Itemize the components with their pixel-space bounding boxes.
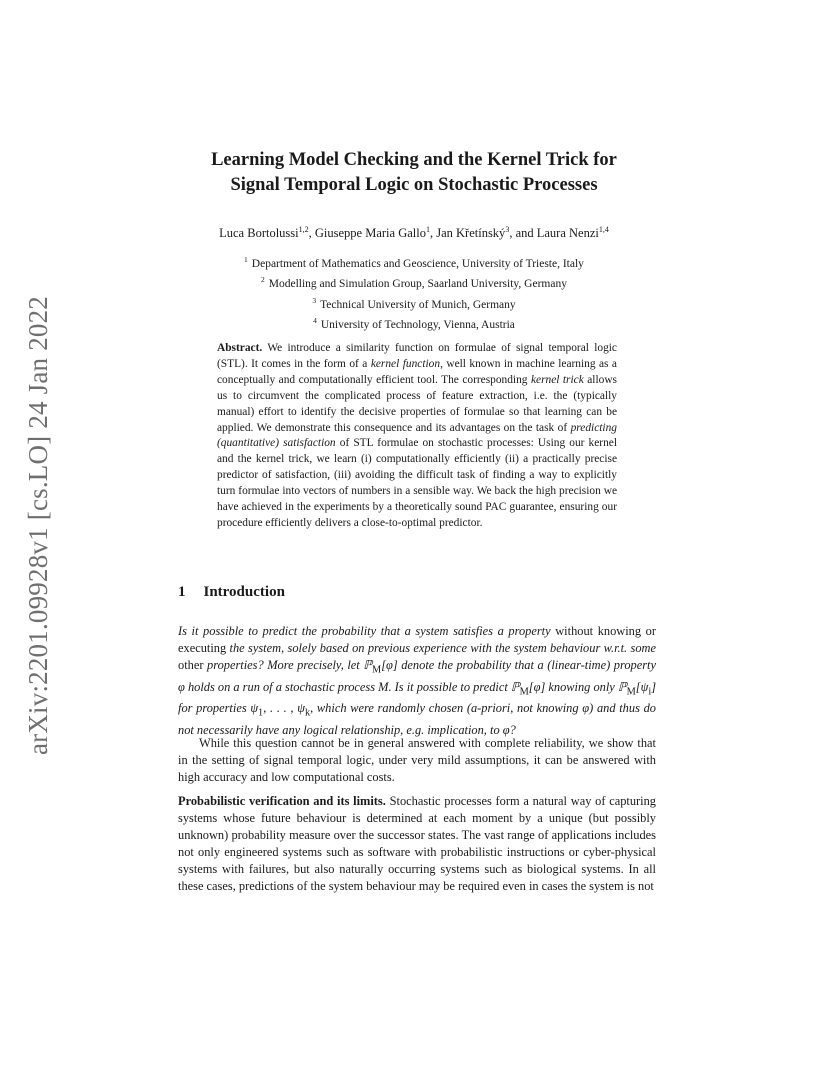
author-affiliation-marker: 1,4 [598,225,609,234]
emphasis-text: [φ] knowing only ℙ [528,679,627,694]
emphasis-text: Is it possible to predict the probability that a system satisfies a property [178,624,551,638]
affiliation-text: Technical University of Munich, Germany [320,298,516,311]
affiliation-item [190,293,638,313]
author-separator: , [429,226,437,241]
subscript: M [372,664,382,676]
emphasis-text: ] for properties ψ [178,679,657,716]
emphasis-text: , which were randomly chosen (a-priori, not knowing φ) and thus do not necessarily have any logical relationship, e.g. implication, to φ? [178,701,656,737]
body-text: other [178,658,208,673]
emphasis-text: [ψ [635,679,649,694]
affiliation-text: University of Technology, Vienna, Austria [320,318,515,331]
affiliation-item [190,252,638,272]
affiliation-marker: 3 [312,295,317,305]
affiliation-list [190,252,638,333]
subscript: i [648,686,652,698]
affiliation-marker: 2 [261,275,265,285]
title-line-2: Signal Temporal Logic on Stochastic Processes [230,175,598,195]
emphasis-text: properties? More precisely, let ℙ [207,658,372,673]
author-separator: , and [509,226,537,241]
arxiv-identifier-stamp [14,290,64,760]
author-name: Luca Bortolussi [219,226,299,241]
affiliation-text: Department of Mathematics and Geoscience, University of Trieste, Italy [251,257,584,270]
subscript: 1 [258,707,264,719]
intro-paragraph-1 [178,623,656,739]
emphasis-text: [φ] denote the probability that a (linear-time) property φ holds on a run of a stochastic process M. Is it possible to predict ℙ [178,658,657,694]
emphasis-text: , . . . , ψ [263,701,305,716]
abstract [217,341,617,532]
abstract-text: We introduce a similarity function on formulae of signal temporal logic (STL). It comes in the form of a [217,342,617,370]
author-affiliation-marker: 3 [505,225,510,234]
section-heading [178,584,285,601]
author-name: Giuseppe Maria Gallo [314,226,426,241]
affiliation-text: Modelling and Simulation Group, Saarland University, Germany [268,278,567,291]
subscript: M [519,686,529,698]
intro-paragraph-2: While this question cannot be in general answered with complete reliability, we show that in the setting of signal temporal logic, under very mild assumptions, it can be answered with high accuracy and low computational costs. [178,736,656,785]
title-line-1: Learning Model Checking and the Kernel Trick for [211,150,617,170]
author-name: Jan Křetínský [436,226,506,241]
abstract-text: of STL formulae on stochastic processes: Using our kernel and the kernel trick, we learn (i) computationally efficiently (ii) a practically precise predictor of satisfaction, (iii) avoiding the difficult task of finding a way to explicitly turn formulae into vectors of numbers in a sensible way. We back the high precision we have achieved in the experiments by a theoretically sound PAC guarantee, ensuring our procedure efficiently delivers a close-to-optimal predictor. [217,437,617,529]
abstract-text: , well known in machine learning as a conceptually and computationally efficient tool. The corresponding [217,357,617,386]
intro-paragraph-3 [178,793,656,896]
abstract-text: allows us to circumvent the complicated process of feature extraction, i.e. the (typically manual) effort to identify the decisive properties of formulae so that learning can be applied. We demonstrate this consequence and its advantages on the task of [217,373,617,434]
affiliation-marker: 4 [313,315,317,325]
section-number: 1 [178,584,186,600]
paper-title [120,148,708,198]
author-affiliation-marker: 1 [425,225,430,234]
emphasis-text: the system, solely based on previous experience with the system behaviour w.r.t. some [229,641,656,656]
abstract-label: Abstract. [217,342,263,354]
affiliation-item [190,272,638,292]
author-separator: , [308,226,315,241]
paragraph-heading: Probabilistic verification and its limits. [178,794,386,808]
author-list [90,225,738,241]
affiliation-marker: 1 [244,255,248,264]
affiliation-item [190,313,638,333]
subscript: M [626,686,636,698]
subscript: k [304,707,311,719]
author-name: Laura Nenzi [536,226,599,241]
abstract-emphasis: kernel function [370,357,441,370]
body-text: Stochastic processes form a natural way of capturing systems whose future behaviour is determined at each moment by a unique (but possibly unknown) probability measure over the successor states. The vast range of applications includes not only engineered systems such as software with probabilistic instructions or cyber-physical systems with failures, but also naturally occurring systems such as biological systems. In all these cases, predictions of the system behaviour may be required even in cases the system is not [178,794,657,894]
body-text: without knowing or executing [178,624,657,656]
abstract-emphasis: predicting (quantitative) satisfaction [217,421,617,450]
arxiv-id-text: arXiv:2201.09928v1 [cs.LO] 24 Jan 2022 [23,295,54,755]
abstract-emphasis: kernel trick [530,373,584,386]
author-affiliation-marker: 1,2 [298,225,309,234]
section-title-text: Introduction [203,584,285,600]
